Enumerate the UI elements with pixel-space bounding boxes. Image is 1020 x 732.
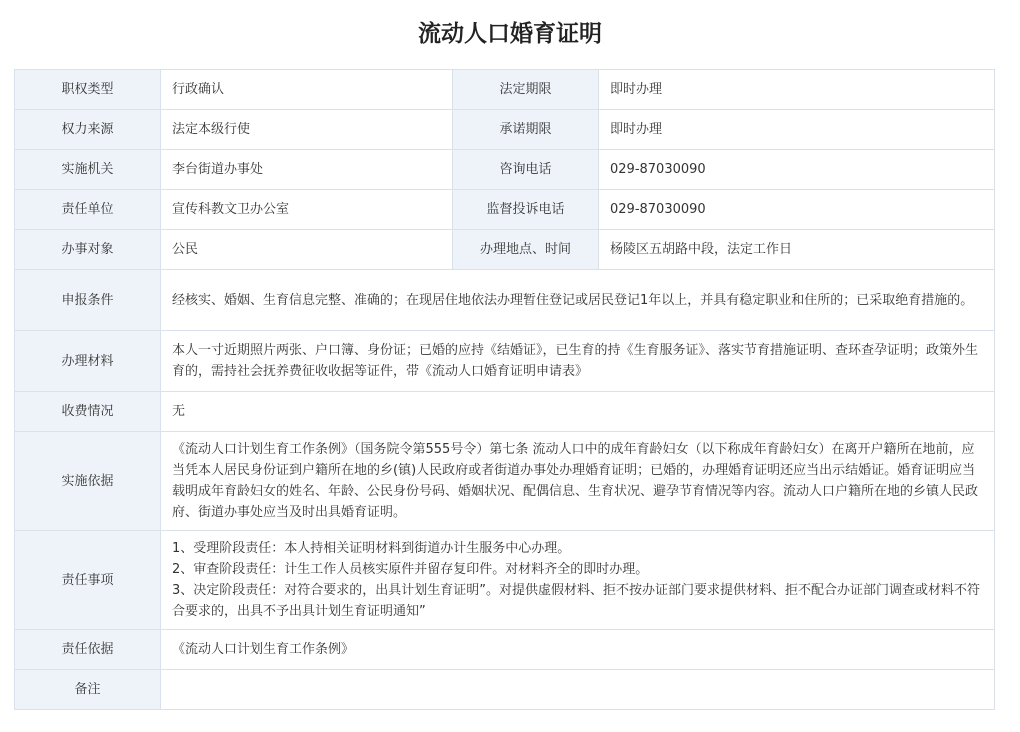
row-label-service-target: 办事对象 (15, 230, 161, 270)
table-row (15, 270, 995, 331)
row-value-power-source: 法定本级行使 (161, 110, 453, 150)
row-value-promised-deadline: 即时办理 (599, 110, 995, 150)
table-row (15, 230, 995, 270)
row-value-service-target: 公民 (161, 230, 453, 270)
row-value-location-time: 杨陵区五胡路中段，法定工作日 (599, 230, 995, 270)
row-label-responsible-unit: 责任单位 (15, 190, 161, 230)
table-row (15, 110, 995, 150)
table-row (15, 70, 995, 110)
row-label-power-source: 权力来源 (15, 110, 161, 150)
row-value-implementing-agency: 李台街道办事处 (161, 150, 453, 190)
row-label-basis: 实施依据 (15, 432, 161, 531)
row-label-duty-basis: 责任依据 (15, 630, 161, 670)
table-row (15, 190, 995, 230)
row-value-responsible-unit: 宣传科教文卫办公室 (161, 190, 453, 230)
row-label-consult-phone: 咨询电话 (453, 150, 599, 190)
row-value-conditions: 经核实、婚姻、生育信息完整、准确的；在现居住地依法办理暂住登记或居民登记1年以上，并具有稳定职业和住所的；已采取绝育措施的。 (161, 270, 995, 331)
row-label-remarks: 备注 (15, 670, 161, 710)
row-value-remarks (161, 670, 995, 710)
info-table (14, 69, 995, 710)
table-row (15, 670, 995, 710)
row-label-materials: 办理材料 (15, 331, 161, 392)
row-value-basis: 《流动人口计划生育工作条例》（国务院令第555号令）第七条 流动人口中的成年育龄妇女（以下称成年育龄妇女）在离开户籍所在地前，应当凭本人居民身份证到户籍所在地的乡(镇)人民政府或者街道办事处办理婚育证明；已婚的，办理婚育证明还应当出示结婚证。婚育证明应当载明成年育龄妇女的姓名、年龄、公民身份号码、婚姻状况、配偶信息、生育状况、避孕节育情况等内容。流动人口户籍所在地的乡镇人民政府、街道办事处应当及时出具婚育证明。 (161, 432, 995, 531)
row-value-fees: 无 (161, 392, 995, 432)
table-row (15, 331, 995, 392)
row-value-duties (161, 531, 995, 630)
table-row (15, 432, 995, 531)
row-value-duty-basis: 《流动人口计划生育工作条例》 (161, 630, 995, 670)
duty-line: 2、审查阶段责任：计生工作人员核实原件并留存复印件。对材料齐全的即时办理。 (172, 562, 649, 577)
row-value-authority-type: 行政确认 (161, 70, 453, 110)
row-value-legal-deadline: 即时办理 (599, 70, 995, 110)
row-label-complaint-phone: 监督投诉电话 (453, 190, 599, 230)
table-row (15, 531, 995, 630)
page-title: 流动人口婚育证明 (418, 21, 602, 47)
table-row (15, 630, 995, 670)
duty-line: 3、决定阶段责任：对符合要求的，出具计划生育证明”。对提供虚假材料、拒不按办证部门要求提供材料、拒不配合办证部门调查或材料不符合要求的，出具不予出具计划生育证明通知” (172, 583, 981, 619)
duty-line: 1、受理阶段责任：本人持相关证明材料到街道办计生服务中心办理。 (172, 541, 571, 556)
row-label-fees: 收费情况 (15, 392, 161, 432)
table-row (15, 392, 995, 432)
row-label-implementing-agency: 实施机关 (15, 150, 161, 190)
row-label-duties: 责任事项 (15, 531, 161, 630)
row-label-legal-deadline: 法定期限 (453, 70, 599, 110)
table-row (15, 150, 995, 190)
row-value-materials: 本人一寸近期照片两张、户口簿、身份证；已婚的应持《结婚证》，已生育的持《生育服务证》、落实节育措施证明、查环查孕证明；政策外生育的，需持社会抚养费征收收据等证件，带《流动人口婚育证明申请表》 (161, 331, 995, 392)
row-value-complaint-phone: 029-87030090 (599, 190, 995, 230)
row-label-authority-type: 职权类型 (15, 70, 161, 110)
row-label-promised-deadline: 承诺期限 (453, 110, 599, 150)
row-label-location-time: 办理地点、时间 (453, 230, 599, 270)
row-value-consult-phone: 029-87030090 (599, 150, 995, 190)
row-label-conditions: 申报条件 (15, 270, 161, 331)
